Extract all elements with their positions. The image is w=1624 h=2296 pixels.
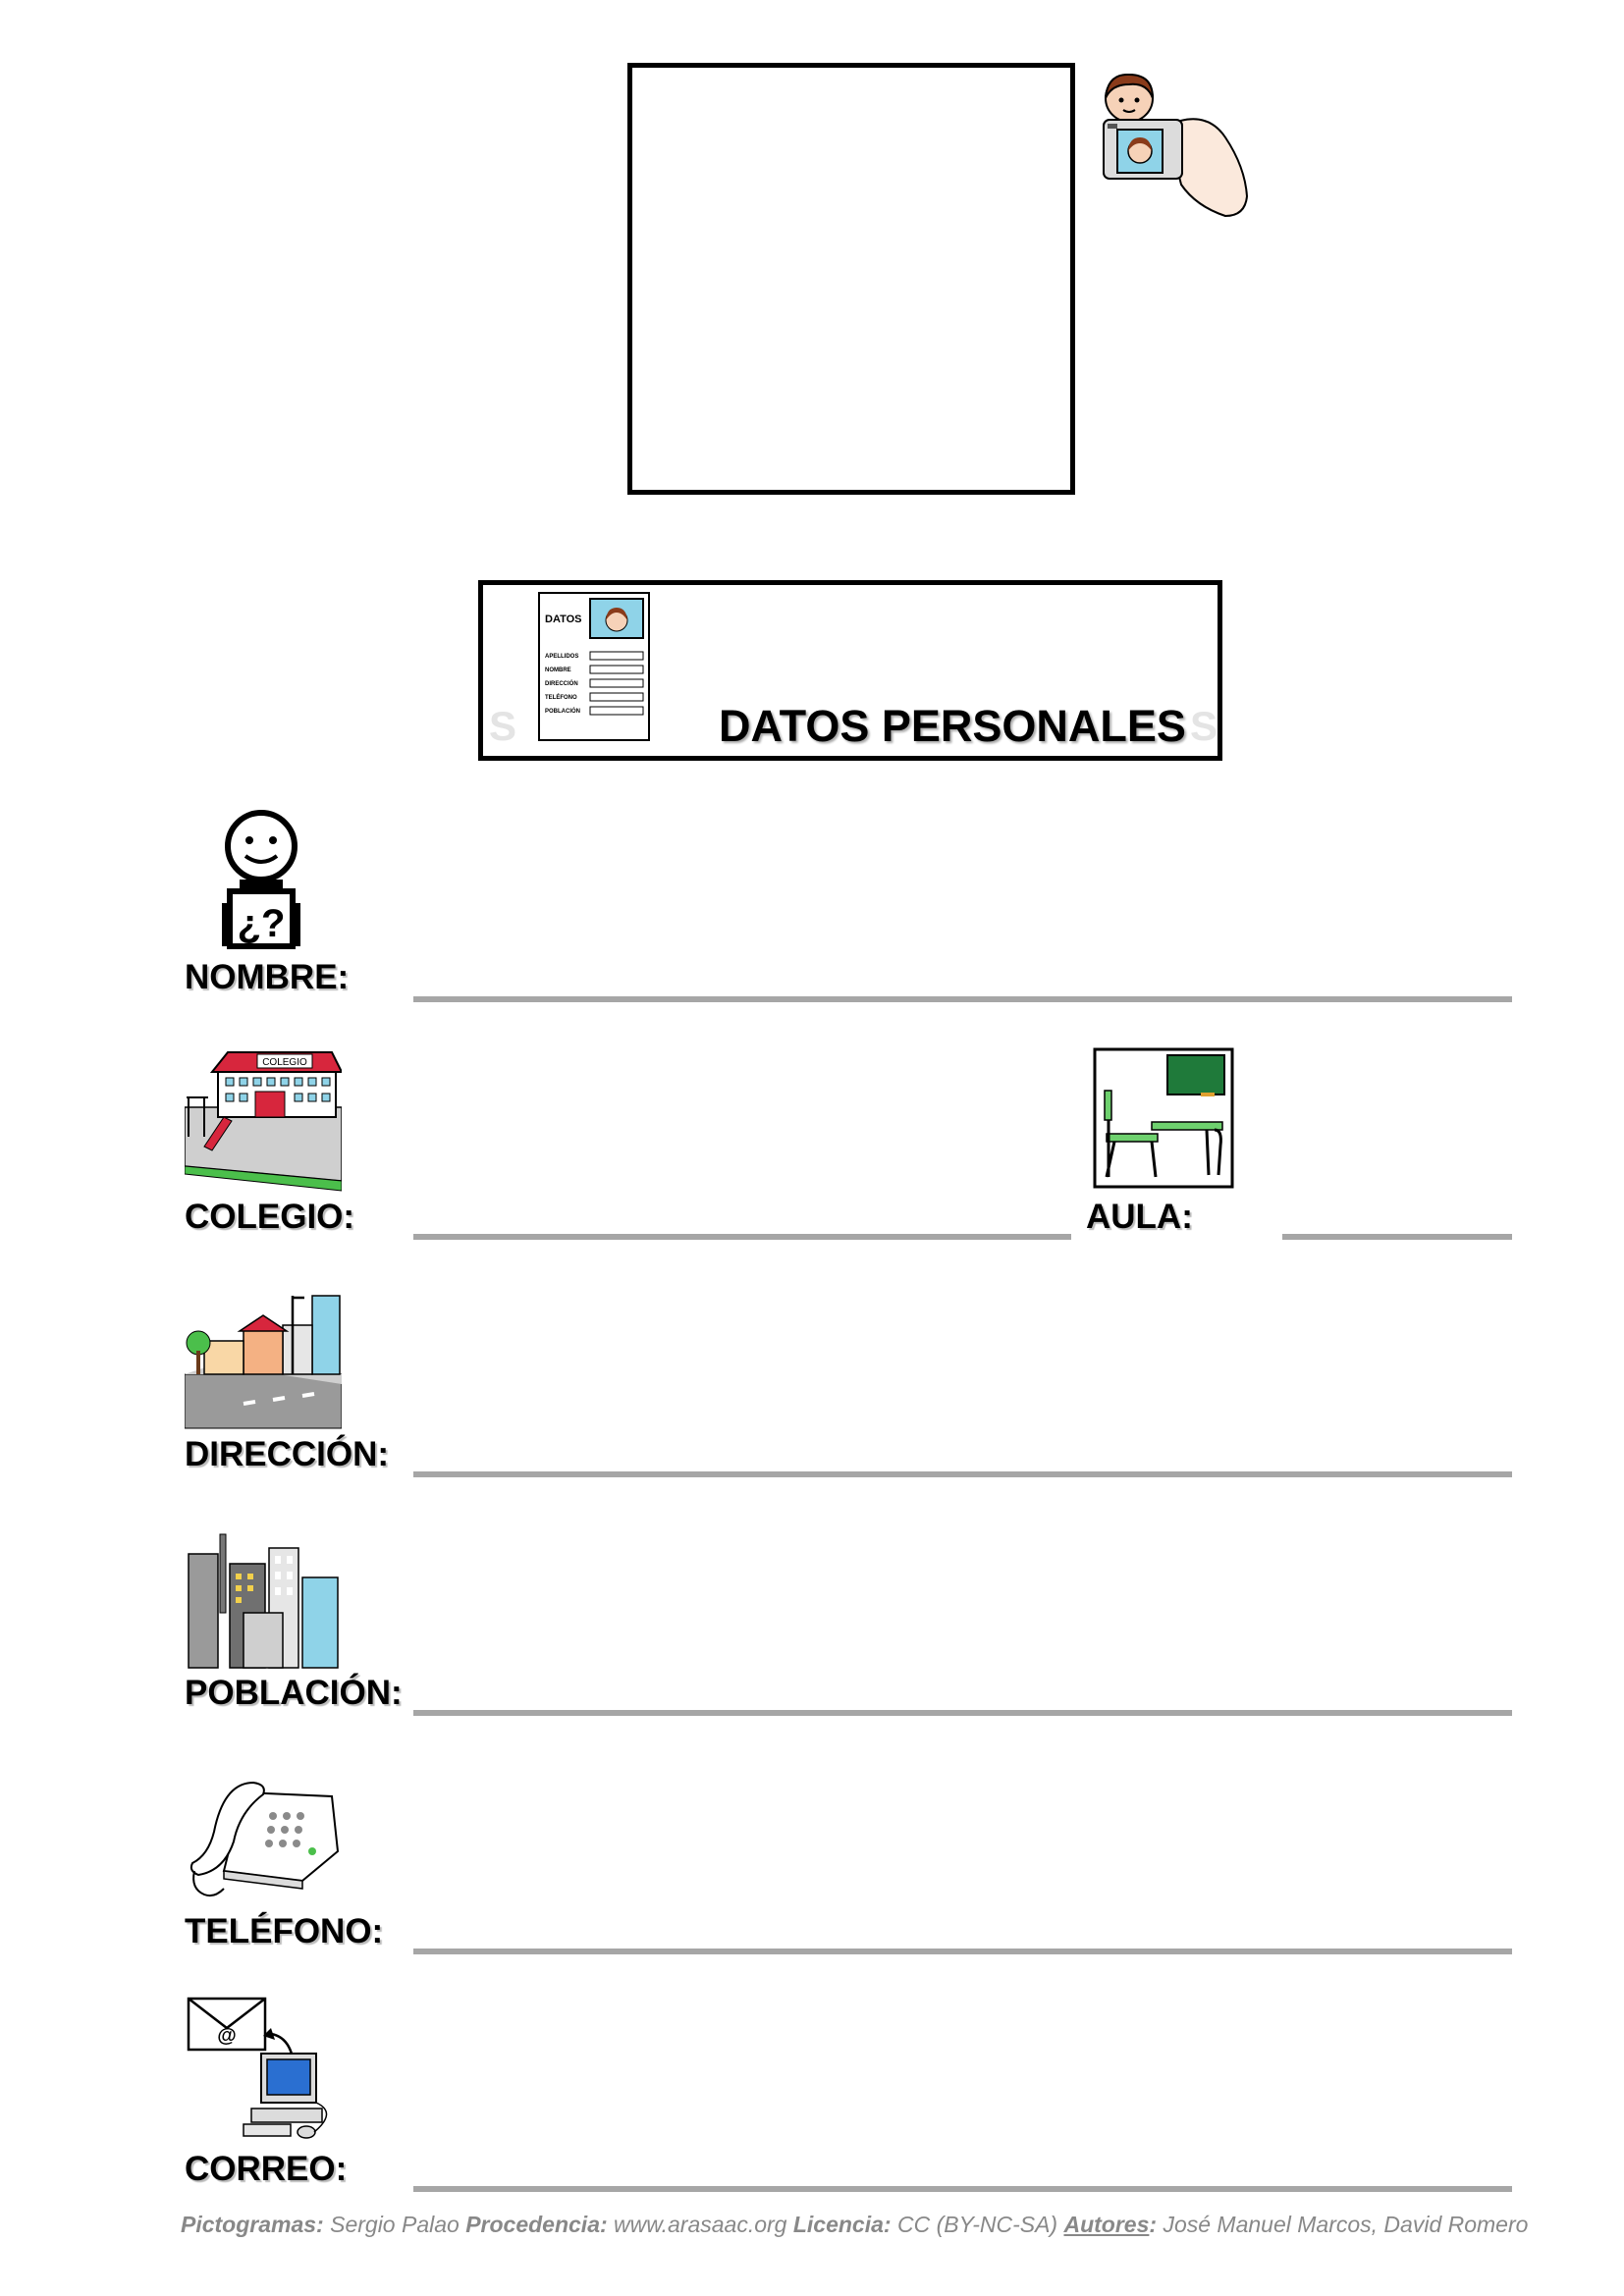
aula-field[interactable]	[1282, 1234, 1512, 1240]
ghost-letter-left: S	[489, 703, 517, 749]
data-card-field-3: DIRECCIÓN	[545, 681, 578, 687]
data-card-field-4: TELÉFONO	[545, 695, 577, 701]
svg-text:¿?: ¿?	[237, 902, 286, 945]
nombre-field[interactable]	[413, 996, 1512, 1002]
telefono-label: TELÉFONO:	[185, 1912, 384, 1950]
correo-field[interactable]	[413, 2186, 1512, 2192]
footer-procedencia-value: www.arasaac.org	[607, 2212, 793, 2237]
footer-autores-value: José Manuel Marcos, David Romero	[1157, 2212, 1529, 2237]
footer-pictogramas-label: Pictogramas:	[181, 2212, 324, 2237]
colegio-field[interactable]	[413, 1234, 1071, 1240]
person-question-icon	[183, 805, 340, 952]
colegio-label: COLEGIO:	[185, 1198, 355, 1236]
classroom-desk-icon	[1093, 1047, 1234, 1189]
data-card-icon	[537, 591, 651, 742]
poblacion-field[interactable]	[413, 1710, 1512, 1716]
data-card-heading: DATOS	[545, 614, 582, 625]
correo-label: CORREO:	[185, 2150, 348, 2188]
footer-procedencia-label: Procedencia:	[465, 2212, 608, 2237]
page-title: DATOS PERSONALES	[719, 701, 1186, 751]
school-icon	[185, 1048, 342, 1196]
footer-pictogramas-value: Sergio Palao	[323, 2212, 466, 2237]
street-icon	[185, 1286, 342, 1433]
telephone-icon	[185, 1773, 342, 1920]
footer-licencia-value: CC (BY-NC-SA)	[891, 2212, 1064, 2237]
footer-licencia-label: Licencia:	[792, 2212, 892, 2237]
email-computer-icon	[185, 1995, 342, 2148]
aula-label: AULA:	[1086, 1198, 1193, 1236]
photo-frame[interactable]	[627, 63, 1075, 495]
footer-autores-label: Autores	[1063, 2212, 1150, 2237]
footer-autores-colon: :	[1149, 2212, 1158, 2237]
credits-footer	[181, 2212, 1528, 2238]
city-icon	[185, 1524, 342, 1672]
data-card-field-2: NOMBRE	[545, 667, 571, 673]
school-sign-text: COLEGIO	[262, 1057, 307, 1068]
svg-text:@: @	[217, 2025, 237, 2047]
data-card-field-1: APELLIDOS	[545, 654, 579, 660]
camera-photo-icon	[1098, 69, 1255, 226]
nombre-label: NOMBRE:	[185, 958, 350, 996]
ghost-letter-right: S	[1190, 703, 1218, 749]
poblacion-label: POBLACIÓN:	[185, 1674, 403, 1712]
direccion-field[interactable]	[413, 1471, 1512, 1477]
telefono-field[interactable]	[413, 1949, 1512, 1954]
header-banner	[478, 580, 1222, 761]
direccion-label: DIRECCIÓN:	[185, 1435, 390, 1473]
data-card-field-5: POBLACIÓN	[545, 709, 580, 715]
